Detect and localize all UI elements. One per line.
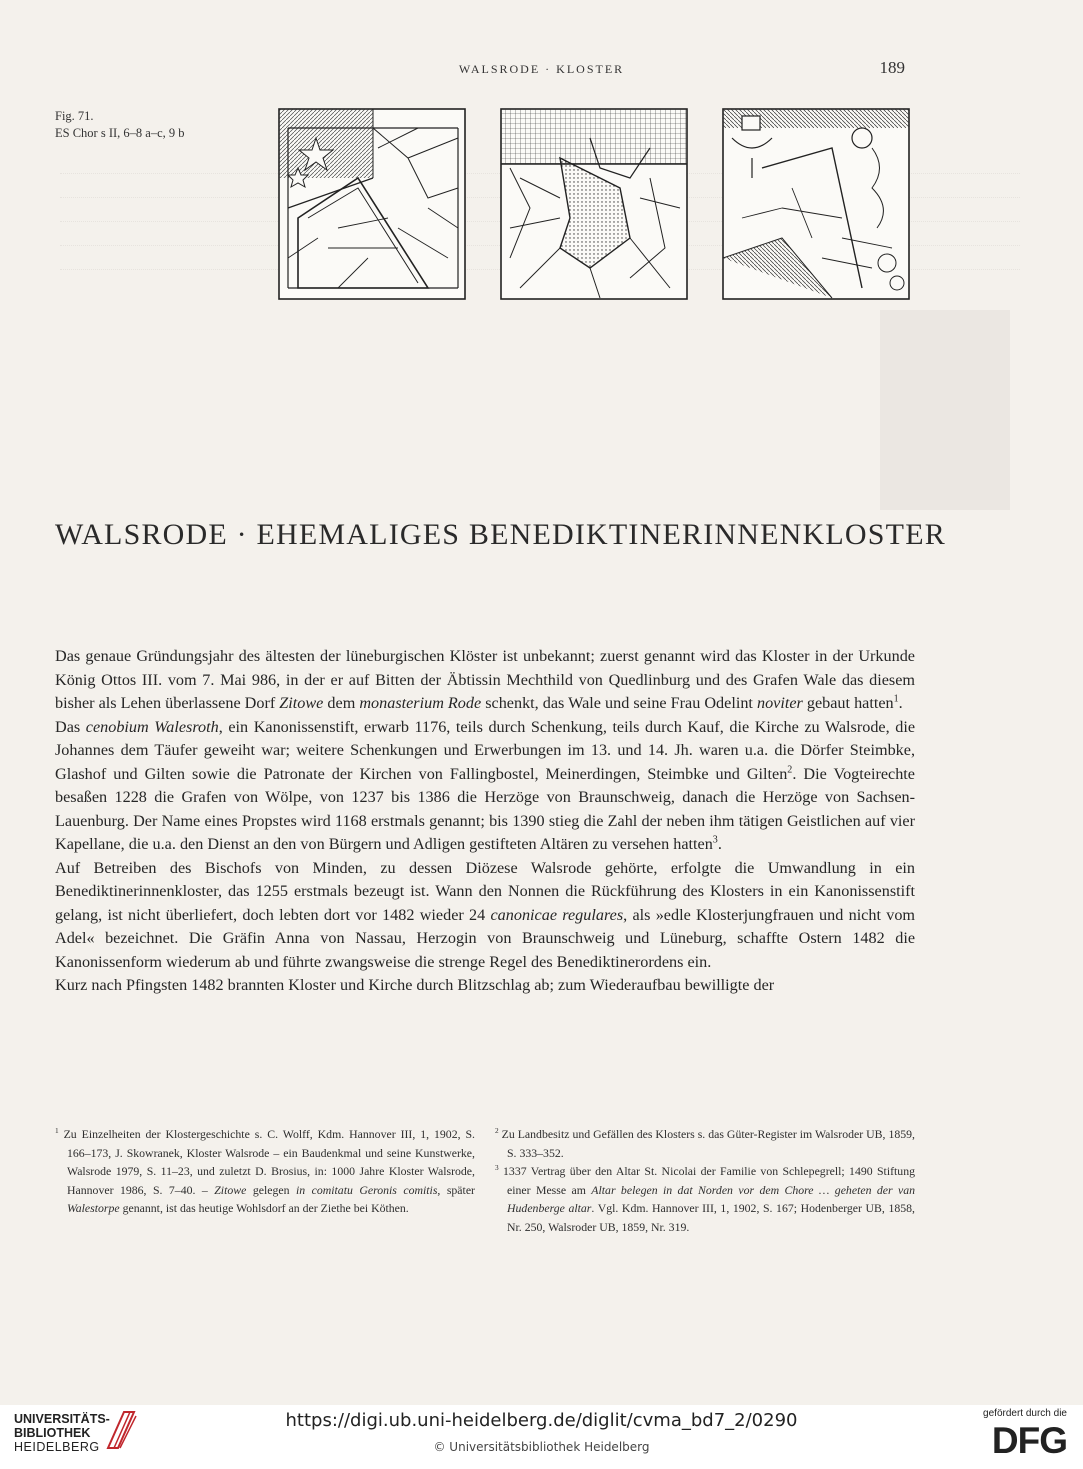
sponsor-block[interactable] <box>957 1408 1067 1461</box>
show-through-block <box>880 310 1010 510</box>
permalink-url[interactable]: https://digi.ub.uni-heidelberg.de/diglit/cvma_bd7_2/0290 <box>285 1410 798 1431</box>
copyright-notice: © Universitätsbibliothek Heidelberg <box>433 1440 650 1454</box>
sponsor-label: gefördert durch die <box>983 1408 1067 1419</box>
running-header: WALSRODE · KLOSTER <box>458 62 625 76</box>
paragraph-fire: Kurz nach Pfingsten 1482 brannten Kloster und Kirche durch Blitzschlag ab; zum Wiederaufbau bewilligte der <box>55 976 775 994</box>
stained-glass-panel-middle <box>500 108 688 300</box>
footnote-2: $^2$ Zu Landbesitz und Gefällen des Klosters s. das Güter-Register im Walsroder UB, 1859, S. 333–352. <box>495 1126 915 1160</box>
figure-number: Fig. 71. <box>55 109 94 123</box>
footnotes <box>55 1125 915 1236</box>
footnote-column-left <box>55 1125 475 1236</box>
section-heading: WALSRODE · EHEMALIGES BENEDIKTINERINNENKLOSTER <box>55 518 946 551</box>
page-number: 189 <box>879 58 905 77</box>
footnote-ref: 2 <box>787 764 793 776</box>
stained-glass-panel-left <box>278 108 466 300</box>
footnote-ref: 3 <box>712 834 718 846</box>
footnote-3: $^3$ 1337 Vertrag über den Altar St. Nicolai der Familie von Schlepegrell; 1490 Stiftung einer Messe am Altar belegen in dat Norden vor dem Chore … geheten der van Hudenberge altar. Vgl. Kdm. Hannover III, 1, 1902, S. 167; Hodenberger UB, 1858, Nr. 250, Walsroder UB, 1859, Nr. 319. <box>495 1163 916 1234</box>
paragraph-benedictine: Auf Betreiben des Bischofs von Minden, zu dessen Diözese Walsrode gehörte, erfolgte die Umwandlung in ein Benediktinerinnenkloster, das 1255 erstmals bezeugt ist. Wann den Nonnen die Rückführung des Klosters in ein Kanonissenstift gelang, ist nicht überliefert, doch lebten dort vor 1482 wieder 24 canonicae regulares, als »edle Klosterjungfrauen und nicht vom Adel« bezeichnet. Die Gräfin Anna von Nassau, Herzogin von Braunschweig und Lüneburg, schaffte Ostern 1482 die Kanonissenform wiederum ab und führte zwangsweise die strenge Regel des Benediktinerordens ein. <box>55 858 916 971</box>
footnote-ref: 1 <box>893 693 899 705</box>
paragraph-founding: Das genaue Gründungsjahr des ältesten der lüneburgischen Klöster ist unbekannt; zuerst genannt wird das Kloster in der Urkunde König Ottos III. vom 7. Mai 986, in der er auf Bitten der Äbtissin Mechthild von Quedlinburg und des Grafen Wale das diesem bisher als Lehen überlassene Dorf Zitowe dem monasterium Rode schenkt, das Wale und seine Frau Odelint noviter gebaut hatten$^1$. <box>55 647 915 712</box>
stained-glass-panel-right <box>722 108 910 300</box>
body-text <box>55 645 915 998</box>
dfg-logo: DFG <box>991 1420 1067 1461</box>
library-logo[interactable]: UNIVERSITÄTS- BIBLIOTHEK HEIDELBERG <box>14 1412 110 1454</box>
figure-caption <box>55 108 185 142</box>
footnote-1: $^1$ Zu Einzelheiten der Klostergeschichte s. C. Wolff, Kdm. Hannover III, 1, 1902, S. 166–173, J. Skowranek, Kloster Walsrode – ein Baudenkmal und seine Kunstwerke, Walsrode 1979, S. 11–23, und zuletzt D. Brosius, in: 1000 Jahre Kloster Walsrode, Hannover 1986, S. 7–40. – Zitowe gelegen in comitatu Geronis comitis, später Walestorpe genannt, ist das heutige Wohlsdorf an der Ziethe bei Köthen. <box>55 1126 476 1215</box>
footnote-column-right <box>495 1125 915 1236</box>
figure-reference: ES Chor s II, 6–8 a–c, 9 b <box>55 126 185 140</box>
paragraph-cenobium: Das cenobium Walesroth, ein Kanonissenstift, erwarb 1176, teils durch Schenkung, teils durch Kauf, die Kirche zu Walsrode, die Johannes dem Täufer geweiht war; weitere Schenkungen und Erwerbungen im 13. und 14. Jh. waren u.a. die Dörfer Steimbke, Glashof und Gilten sowie die Patronate der Kirchen von Fallingbostel, Meinerdingen, Steimbke und Gilten$^2$. Die Vogteirechte besaßen 1228 die Grafen von Wölpe, von 1237 bis 1386 die Herzöge von Braunschweig, danach die Herzöge von Sachsen-Lauenburg. Der Name eines Propstes wird 1168 erstmals genannt; bis 1390 stieg die Zahl der neben ihm tätigen Geistlichen auf vier Kapellane, die u.a. den Dienst an den von Bürgern und Adligen gestifteten Altären zu versehen hatten$^3$. <box>55 717 916 853</box>
